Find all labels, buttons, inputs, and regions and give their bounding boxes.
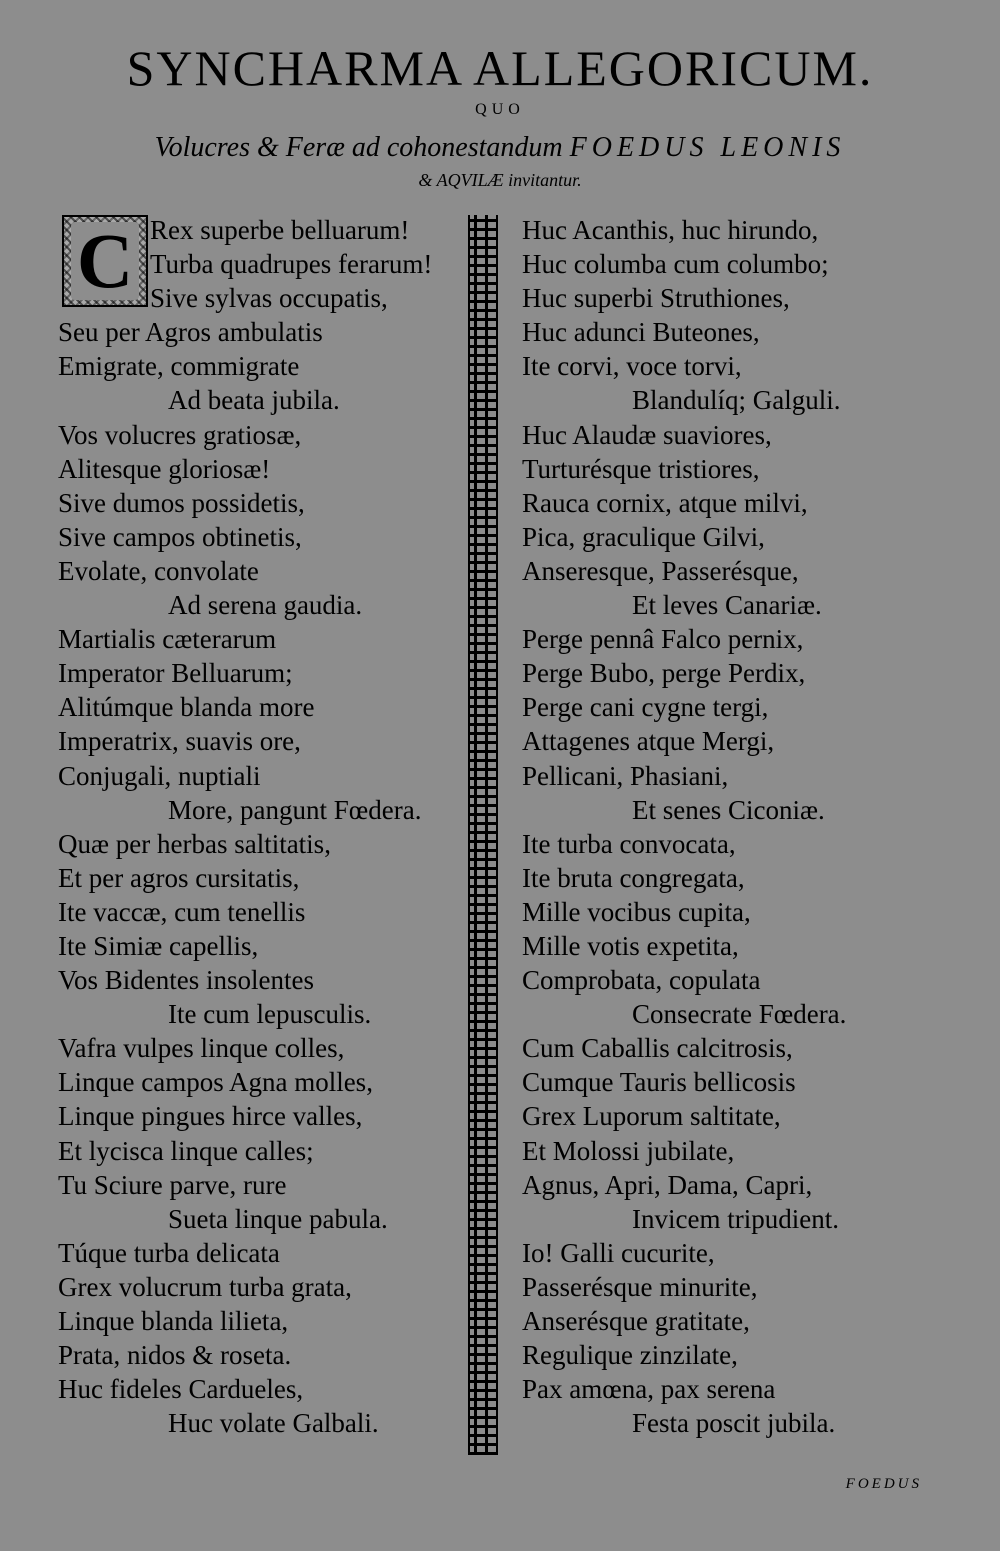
left-verse-line: Imperatrix, suavis ore, (58, 726, 301, 757)
left-verse-line: Et lycisca linque calles; (58, 1135, 314, 1166)
catchword: FOEDUS (845, 1476, 922, 1492)
ornamental-divider (468, 215, 498, 1455)
right-verse-line: Et Molossi jubilate, (522, 1135, 735, 1166)
right-verse-line: Consecrate Fœdera. (632, 999, 847, 1030)
right-verse-line: Pellicani, Phasiani, (522, 760, 729, 791)
right-verse-line: Rauca cornix, atque milvi, (522, 487, 808, 518)
left-verse-line: Ite cum lepusculis. (168, 999, 372, 1030)
right-verse-line: Anserésque gratitate, (522, 1306, 750, 1336)
left-verse-line: Conjugali, nuptiali (58, 760, 261, 791)
left-verse-line: Grex volucrum turba grata, (58, 1271, 352, 1302)
right-verse-line: Cumque Tauris bellicosis (522, 1067, 796, 1098)
right-column (522, 213, 922, 1440)
left-verse-line: Ite Simiæ capellis, (58, 930, 259, 961)
right-verse-line: Anseresque, Passerésque, (522, 555, 799, 586)
left-verse-line: Linque pingues hirce valles, (58, 1101, 363, 1132)
right-verse-line: Io! Galli cucurite, (522, 1237, 715, 1268)
subtitle-line-1 (0, 130, 1000, 166)
right-verse-line: Ite corvi, voce torvi, (522, 351, 742, 382)
left-verse-line: Huc fideles Cardueles, (58, 1374, 304, 1405)
left-column (58, 213, 458, 1440)
right-verse-line: Huc Alaudæ suaviores, (522, 419, 772, 450)
right-verse-line: Et senes Ciconiæ. (632, 794, 825, 825)
left-verse-line: Emigrate, commigrate (58, 351, 300, 382)
left-verse-line: Vos volucres gratiosæ, (58, 419, 302, 450)
right-verse-line: Mille vocibus cupita, (522, 896, 751, 927)
right-verse-line: Turturésque tristiores, (522, 453, 760, 484)
subtitle-line-2: & AQVILÆ invitantur. (418, 170, 582, 190)
left-verse-line: Evolate, convolate (58, 555, 259, 586)
left-verse-line: Túque turba delicata (58, 1237, 280, 1268)
right-verse-line: Agnus, Apri, Dama, Capri, (522, 1169, 813, 1200)
left-verse-line: Sive campos obtinetis, (58, 521, 302, 552)
left-verse-line: Rex superbe belluarum! (150, 215, 410, 245)
left-verse-line: Imperator Belluarum; (58, 658, 293, 689)
right-verse-line: Huc adunci Buteones, (522, 317, 760, 348)
right-verse-line: Blandulíq; Galguli. (632, 385, 841, 416)
left-verse-line: Ite vaccæ, cum tenellis (58, 896, 306, 927)
right-verse-line: Huc Acanthis, huc hirundo, (522, 215, 819, 245)
right-verse-line: Invicem tripudient. (632, 1203, 839, 1234)
right-verse-line: Grex Luporum saltitate, (522, 1101, 781, 1132)
right-verse-line: Perge pennâ Falco pernix, (522, 624, 804, 655)
right-verse-line: Ite turba convocata, (522, 828, 736, 859)
left-verse-line: Alitúmque blanda more (58, 692, 315, 723)
right-verse-line: Passerésque minurite, (522, 1271, 758, 1302)
left-verse-line: Seu per Agros ambulatis (58, 317, 323, 348)
right-verse-line: Cum Caballis calcitrosis, (522, 1033, 793, 1064)
right-verse-line: Festa poscit jubila. (632, 1408, 836, 1439)
right-verse-line: Comprobata, copulata (522, 965, 761, 996)
left-verse-line: Alitesque gloriosæ! (58, 453, 271, 484)
drop-cap-letter: C (71, 222, 139, 300)
right-verse-line: Perge Bubo, perge Perdix, (522, 658, 806, 689)
left-verse-line: Sive dumos possidetis, (58, 487, 305, 518)
right-verse-line: Huc columba cum columbo; (522, 249, 829, 280)
left-verse-line: Huc volate Galbali. (168, 1408, 379, 1439)
right-verse-line: Huc superbi Struthiones, (522, 283, 790, 314)
right-verse-line: Mille votis expetita, (522, 930, 739, 961)
right-verse-line: Ite bruta congregata, (522, 862, 745, 893)
left-verse-line: Vafra vulpes linque colles, (58, 1033, 345, 1064)
subtitle-caps: FOEDUS LEONIS (569, 132, 846, 163)
left-verse-line: Linque campos Agna molles, (58, 1067, 373, 1098)
subtitle-italic: Volucres & Feræ ad cohonestandum (154, 132, 563, 163)
left-verse-line: Martialis cæterarum (58, 624, 277, 655)
right-verse-line: Perge cani cygne tergi, (522, 692, 769, 723)
left-verse-line: More, pangunt Fœdera. (168, 794, 422, 825)
left-verse-line: Prata, nidos & roseta. (58, 1340, 292, 1371)
right-verse-line: Pica, graculique Gilvi, (522, 521, 765, 552)
left-verse-line: Sueta linque pabula. (168, 1203, 388, 1234)
left-verse-line: Tu Sciure parve, rure (58, 1169, 287, 1200)
left-verse-line: Turba quadrupes ferarum! (150, 249, 433, 280)
right-verse-line: Pax amœna, pax serena (522, 1374, 776, 1405)
left-verse-line: Ad serena gaudia. (168, 590, 363, 621)
quo-line: QUO (475, 101, 525, 118)
right-verse-line: Regulique zinzilate, (522, 1340, 738, 1371)
left-verse-line: Et per agros cursitatis, (58, 862, 300, 893)
right-verse-line: Attagenes atque Mergi, (522, 726, 775, 757)
left-verse-line: Vos Bidentes insolentes (58, 965, 314, 996)
left-verse-line: Linque blanda lilieta, (58, 1306, 289, 1336)
left-verse-line: Sive sylvas occupatis, (150, 283, 388, 314)
left-verse-line: Ad beata jubila. (168, 385, 340, 416)
page-title: SYNCHARMA ALLEGORICUM. (126, 40, 874, 96)
right-verse-line: Et leves Canariæ. (632, 590, 822, 621)
left-verse-line: Quæ per herbas saltitatis, (58, 828, 331, 859)
